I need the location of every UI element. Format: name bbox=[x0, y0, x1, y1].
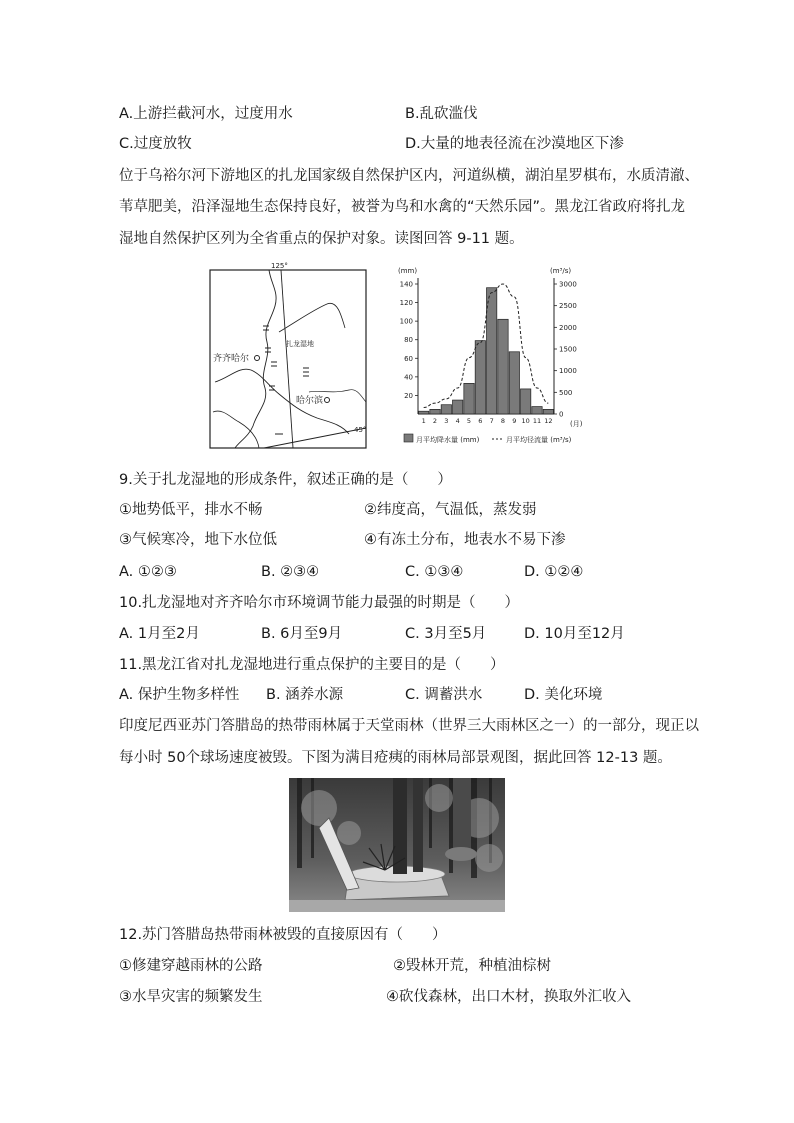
left-tick-label: 140 bbox=[399, 280, 413, 289]
left-tick-label: 60 bbox=[404, 354, 413, 363]
precipitation-bar bbox=[464, 383, 474, 414]
precipitation-bar bbox=[453, 400, 463, 414]
intro2-line1: 印度尼西亚苏门答腊岛的热带雨林属于天堂雨林（世界三大雨林区之一）的一部分，现正以 bbox=[119, 718, 699, 734]
intro1-line2: 苇草肥美，沿泽湿地生态保持良好，被誉为鸟和水禽的“天然乐园”。黑龙江省政府将扎龙 bbox=[119, 199, 686, 215]
legend-bar-swatch bbox=[404, 434, 413, 442]
person-legs bbox=[453, 778, 471, 850]
precipitation-bar bbox=[498, 319, 508, 414]
trunk-2 bbox=[413, 778, 423, 872]
left-tick-label: 120 bbox=[399, 299, 413, 308]
q12-statement-2: ②毁林开荒，种植油棕树 bbox=[393, 958, 551, 974]
deforested-rainforest-photo bbox=[289, 778, 505, 912]
right-tick-label: 0 bbox=[559, 410, 564, 419]
left-tick-label: 80 bbox=[404, 336, 413, 345]
q9-stem: 9.关于扎龙湿地的形成条件，叙述正确的是（ ） bbox=[119, 472, 452, 488]
right-tick-label: 2500 bbox=[559, 302, 577, 311]
intro1-line3: 湿地自然保护区列为全省重点的保护对象。读图回答 9-11 题。 bbox=[119, 231, 524, 247]
q10-option-b: B. 6月至9月 bbox=[261, 626, 343, 642]
x-tick-label: 12 bbox=[544, 417, 553, 425]
zhalong-map bbox=[209, 262, 369, 452]
intro1-line1: 位于乌裕尔河下游地区的扎龙国家级自然保护区内，河道纵横，湖泊星罗棋布，水质清澈、 bbox=[119, 168, 699, 184]
right-tick-label: 500 bbox=[559, 388, 573, 397]
x-tick-label: 4 bbox=[455, 417, 460, 425]
q9-option-b: B. ②③④ bbox=[261, 564, 320, 580]
q8-option-a: A.上游拦截河水，过度用水 bbox=[119, 106, 293, 122]
q12-statement-4: ④砍伐森林，出口木材，换取外汇收入 bbox=[386, 989, 631, 1005]
precipitation-bar bbox=[441, 405, 451, 414]
right-tick-label: 1500 bbox=[559, 345, 577, 354]
boots bbox=[445, 847, 477, 861]
x-tick-label: 5 bbox=[466, 417, 472, 425]
x-tick-label: 3 bbox=[444, 417, 449, 425]
q9-option-d: D. ①②④ bbox=[524, 564, 584, 580]
left-tick-label: 40 bbox=[404, 373, 413, 382]
q12-statement-1: ①修建穿越雨林的公路 bbox=[119, 958, 263, 974]
q11-option-d: D. 美化环境 bbox=[524, 687, 603, 703]
left-tick-label: 20 bbox=[404, 391, 413, 400]
q10-option-a: A. 1月至2月 bbox=[119, 626, 200, 642]
x-tick-label: 8 bbox=[500, 417, 506, 425]
x-tick-label: 1 bbox=[421, 417, 426, 425]
precipitation-bar bbox=[521, 389, 531, 414]
city-harbin: 哈尔滨 bbox=[296, 396, 324, 406]
right-tick-label: 3000 bbox=[559, 280, 577, 289]
q10-stem: 10.扎龙湿地对齐齐哈尔市环境调节能力最强的时期是（ ） bbox=[119, 595, 520, 611]
q8-option-d: D.大量的地表径流在沙漠地区下渗 bbox=[405, 136, 624, 152]
trunk-1 bbox=[393, 778, 407, 874]
x-tick-label: 2 bbox=[432, 417, 438, 425]
q8-option-b: B.乱砍滥伐 bbox=[405, 106, 478, 122]
precipitation-bar bbox=[419, 411, 429, 414]
q12-stem: 12.苏门答腊岛热带雨林被毁的直接原因有（ ） bbox=[119, 927, 447, 943]
wetland-label: 扎龙湿地 bbox=[286, 340, 314, 348]
q9-statement-2: ②纬度高，气温低，蒸发弱 bbox=[364, 502, 537, 518]
q10-option-c: C. 3月至5月 bbox=[405, 626, 487, 642]
q9-statement-1: ①地势低平，排水不畅 bbox=[119, 502, 263, 518]
precipitation-bar bbox=[509, 352, 519, 414]
x-tick-label: 9 bbox=[512, 417, 517, 425]
precipitation-bar bbox=[543, 409, 553, 414]
x-tick-label: 6 bbox=[478, 417, 483, 425]
legend-bar-label: 月平均降水量 (mm) bbox=[416, 436, 480, 444]
intro2-line2: 每小时 50个球场速度被毁。下图为满目疮痍的雨林局部景观图，据此回答 12-13 题。 bbox=[119, 750, 672, 766]
right-tick-label: 1000 bbox=[559, 367, 577, 376]
precipitation-runoff-chart bbox=[392, 262, 592, 454]
city-qiqihar: 齐齐哈尔 bbox=[213, 354, 250, 364]
x-tick-label: 10 bbox=[521, 417, 530, 425]
right-tick-label: 2000 bbox=[559, 323, 577, 332]
precipitation-bar bbox=[487, 288, 497, 414]
longitude-label: 125° bbox=[271, 262, 288, 270]
right-axis-unit: (m³/s) bbox=[550, 267, 572, 275]
left-axis-unit: (mm) bbox=[398, 267, 418, 275]
q12-statement-3: ③水旱灾害的频繁发生 bbox=[119, 989, 263, 1005]
q8-option-c: C.过度放牧 bbox=[119, 136, 192, 152]
x-tick-label: 7 bbox=[489, 417, 494, 425]
x-tick-label: 11 bbox=[532, 417, 542, 425]
q11-option-a: A. 保护生物多样性 bbox=[119, 687, 240, 703]
q9-option-c: C. ①③④ bbox=[405, 564, 464, 580]
q9-option-a: A. ①②③ bbox=[119, 564, 177, 580]
q9-statement-3: ③气候寒冷，地下水位低 bbox=[119, 532, 277, 548]
ground bbox=[289, 900, 505, 912]
latitude-label: 45° bbox=[354, 426, 367, 434]
q11-option-c: C. 调蓄洪水 bbox=[405, 687, 483, 703]
legend-line-label: 月平均径流量 (m³/s) bbox=[506, 436, 572, 444]
precipitation-bar bbox=[475, 341, 485, 414]
precipitation-bar bbox=[430, 409, 440, 414]
q9-statement-4: ④有冻土分布，地表水不易下渗 bbox=[364, 532, 566, 548]
x-axis-label: (月) bbox=[570, 420, 583, 428]
precipitation-bar bbox=[532, 407, 542, 414]
left-tick-label: 100 bbox=[399, 317, 413, 326]
q11-option-b: B. 涵养水源 bbox=[266, 687, 344, 703]
q10-option-d: D. 10月至12月 bbox=[524, 626, 625, 642]
q11-stem: 11.黑龙江省对扎龙湿地进行重点保护的主要目的是（ ） bbox=[119, 657, 505, 673]
